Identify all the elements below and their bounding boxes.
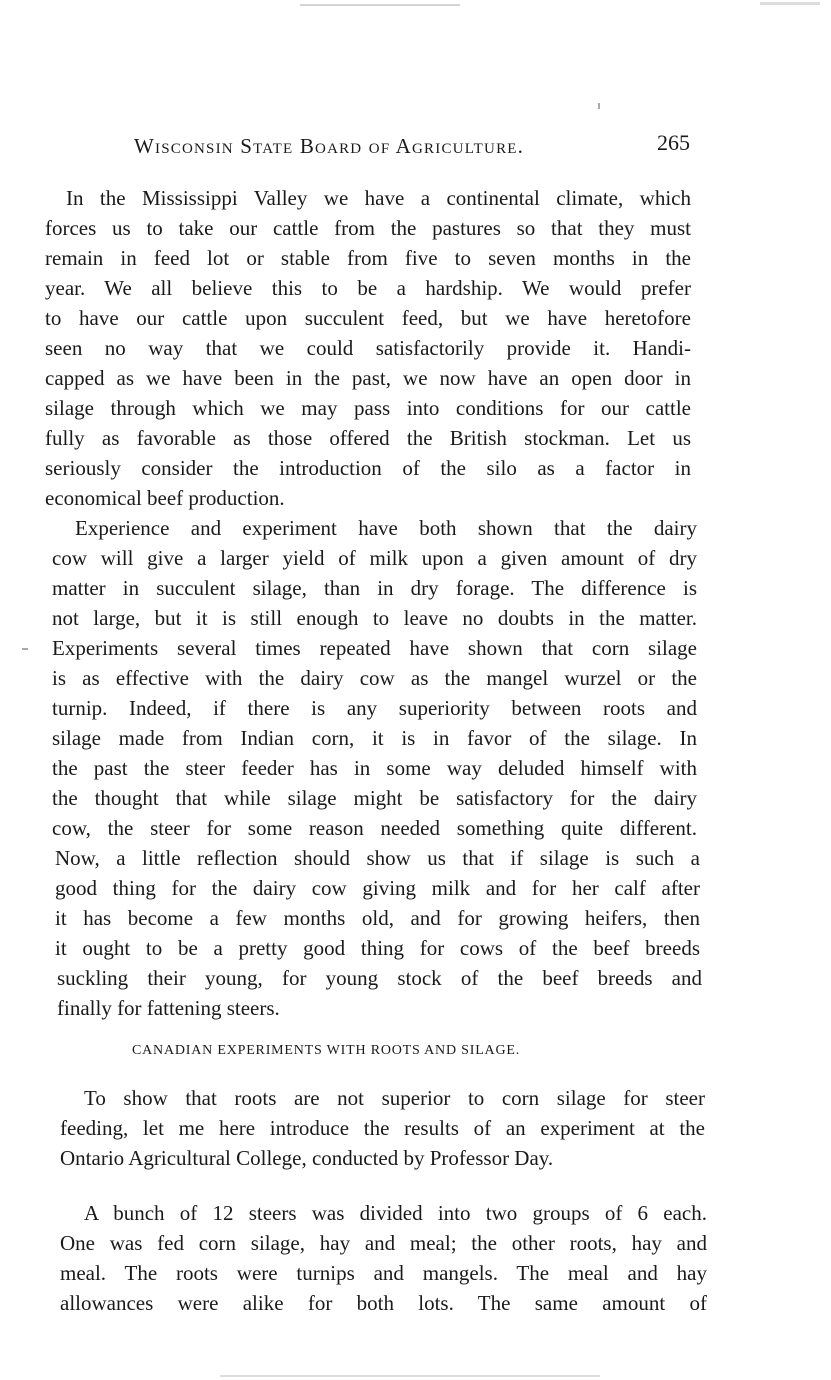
text-line: year. We all believe this to be a hardship. We would prefer (45, 276, 691, 300)
page-number: 265 (657, 130, 690, 155)
text-line: good thing for the dairy cow giving milk and for her calf after (55, 876, 700, 900)
text-line: A bunch of 12 steers was divided into two groups of 6 each. (84, 1201, 707, 1225)
text-line: allowances were alike for both lots. The same amount of (60, 1291, 707, 1315)
text-line: seriously consider the introduction of the silo as a factor in (45, 456, 691, 480)
running-head (130, 128, 690, 162)
text-line: the past the steer feeder has in some way deluded himself with (52, 756, 697, 780)
text-line: In the Mississippi Valley we have a continental climate, which (66, 186, 691, 210)
text-line: meal. The roots were turnips and mangels. The meal and hay (60, 1261, 707, 1285)
text-line: forces us to take our cattle from the pastures so that they must (45, 216, 691, 240)
text-line: turnip. Indeed, if there is any superiority between roots and (52, 696, 697, 720)
section-heading: CANADIAN EXPERIMENTS WITH ROOTS AND SILAGE. (132, 1043, 521, 1058)
text-line: feeding, let me here introduce the results of an experiment at the (60, 1116, 705, 1140)
text-line: not large, but it is still enough to leave no doubts in the matter. (52, 606, 697, 630)
text-line: To show that roots are not superior to corn silage for steer (84, 1086, 705, 1110)
text-line: suckling their young, for young stock of the beef breeds and (57, 966, 702, 990)
text-line: silage through which we may pass into conditions for our cattle (45, 396, 691, 420)
text-line: Experience and experiment have both shown that the dairy (75, 516, 697, 540)
text-line: is as effective with the dairy cow as the mangel wurzel or the (52, 666, 697, 690)
text-line: silage made from Indian corn, it is in favor of the silage. In (52, 726, 697, 750)
text-line: to have our cattle upon succulent feed, but we have heretofore (45, 306, 691, 330)
text-line: Now, a little reflection should show us that if silage is such a (55, 846, 700, 870)
text-line: it ought to be a pretty good thing for cows of the beef breeds (55, 936, 700, 960)
text-line: Experiments several times repeated have shown that corn silage (52, 636, 697, 660)
text-line: economical beef production. (45, 486, 285, 510)
text-line: remain in feed lot or stable from five to seven months in the (45, 246, 691, 270)
running-title: Wisconsin State Board of Agriculture. (134, 134, 525, 158)
text-line: it has become a few months old, and for growing heifers, then (55, 906, 700, 930)
text-line: cow, the steer for some reason needed something quite different. (52, 816, 697, 840)
text-line: finally for fattening steers. (57, 996, 280, 1020)
text-line: matter in succulent silage, than in dry forage. The difference is (52, 576, 697, 600)
text-line: cow will give a larger yield of milk upon a given amount of dry (52, 546, 697, 570)
text-line: Ontario Agricultural College, conducted by Professor Day. (60, 1146, 554, 1170)
text-line: the thought that while silage might be satisfactory for the dairy (52, 786, 697, 810)
text-line: fully as favorable as those offered the British stockman. Let us (45, 426, 691, 450)
text-line: seen no way that we could satisfactorily provide it. Handi- (45, 336, 691, 360)
text-line: capped as we have been in the past, we now have an open door in (45, 366, 691, 390)
text-line: One was fed corn silage, hay and meal; the other roots, hay and (60, 1231, 707, 1255)
